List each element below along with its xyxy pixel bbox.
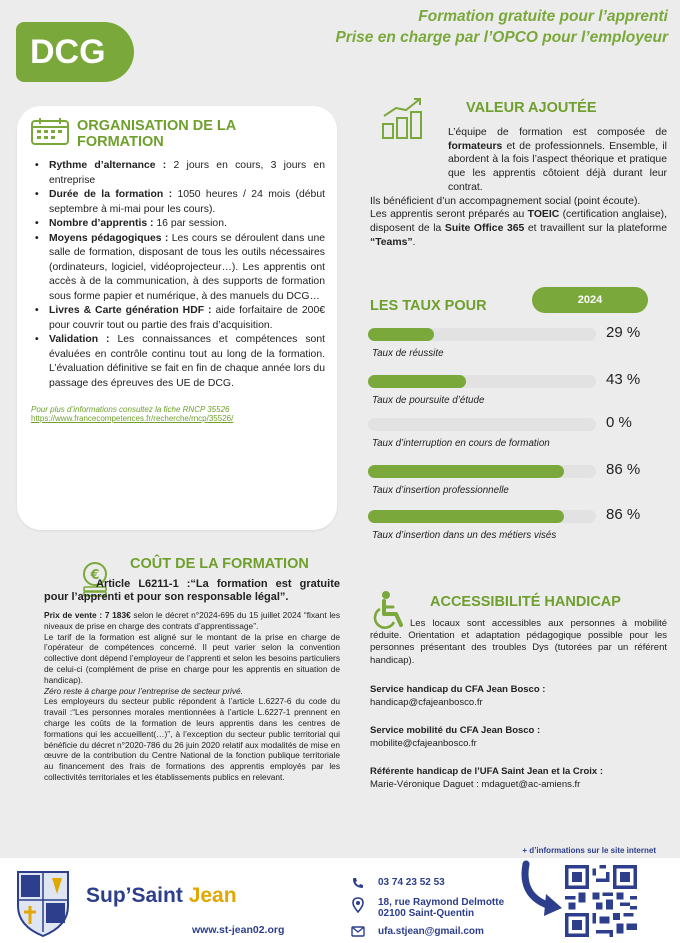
taux-year-badge: 2024 xyxy=(532,287,648,313)
organisation-card xyxy=(17,106,337,530)
contact-handicap: Service handicap du CFA Jean Bosco : handicap@cfajeanbosco.fr xyxy=(370,684,546,708)
address-line-2: 02100 Saint-Quentin xyxy=(378,908,475,919)
stat-label: Taux d’interruption en cours de formation xyxy=(372,438,550,449)
stat-percent: 86 % xyxy=(606,506,641,523)
header-tagline xyxy=(336,6,669,48)
plus-info: + d’informations sur le site internet xyxy=(522,846,656,855)
progress-fill xyxy=(368,375,466,388)
stat-percent: 43 % xyxy=(606,371,641,388)
list-item: • Validation : Les connaissances et compétences sont évaluées en contrôle continu tout au long de la formation. L’évaluation définitive se fait en fin de chaque année lors du passage des épreuves des UE de DCG. xyxy=(29,333,325,391)
contact-phone xyxy=(350,877,445,889)
list-item: • Durée de la formation : 1050 heures / 24 mois (début septembre à mi-mai pour les cours). xyxy=(29,188,325,217)
brand-name: Sup’Saint Jean xyxy=(86,884,237,907)
cout-article: Article L6211-1 :“La formation est gratuite pour l’apprenti et pour son responsable légal”. xyxy=(44,578,340,603)
organisation-list xyxy=(29,159,325,391)
progress-fill xyxy=(368,465,564,478)
program-badge xyxy=(16,22,134,82)
qr-code[interactable] xyxy=(565,865,637,937)
email-referente[interactable]: Marie-Véronique Daguet : mdaguet@ac-amiens.fr xyxy=(370,778,581,790)
organisation-title: ORGANISATION DE LA FORMATION xyxy=(77,117,236,150)
email-icon xyxy=(350,926,366,937)
email-mobilite[interactable]: mobilite@cfajeanbosco.fr xyxy=(370,737,477,749)
contact-mobilite: Service mobilité du CFA Jean Bosco : mobilite@cfajeanbosco.fr xyxy=(370,725,541,749)
valeur-title: VALEUR AJOUTÉE xyxy=(466,100,597,116)
program-badge-text: DCG xyxy=(30,32,106,71)
school-crest-logo xyxy=(12,866,74,943)
stat-label: Taux d’insertion dans un des métiers visés xyxy=(372,530,557,541)
cout-text: Prix de vente : 7 183€ selon le décret n°2024-695 du 15 juillet 2024 “fixant les niveaux de prise en charge des contrats d’apprentissage”. Le tarif de la formation est aligné sur le montant de la prise en charge de l’opérateur de compétences concerné. Il peut varier selon la convention collective dont dépend l’employeur de l’apprenti et selon les besoins particuliers de celui-ci (complément de prise en charge pour les apprentis en situation de handicap). Zéro reste à charge pour l’entreprise de secteur privé. Les employeurs du secteur public répondent à l’article L.6227-6 du code du travail :“Les personnes morales mentionnées à l’article L.6227-1 prennent en charge les coûts de la formation de leurs apprentis dans les centres de formations qui les accueillent(…)”, à l’exception du secteur public territorial qui bénéficie du décret n°2020-786 du 26 juin 2020 relatif aux modalités de mise en œuvre de la contribution du Centre National de la fonction publique territoriale au financement des frais de formations des apprentis employés par les collectivités territoriales et les établissements publics en relevant. xyxy=(44,610,340,782)
accessibilite-title: ACCESSIBILITÉ HANDICAP xyxy=(430,594,621,610)
contact-address xyxy=(350,897,504,919)
curved-arrow-icon xyxy=(518,860,564,925)
address-line-1: 18, rue Raymond Delmotte xyxy=(378,897,505,908)
website-link[interactable]: www.st-jean02.org xyxy=(192,924,285,936)
cout-title: COÛT DE LA FORMATION xyxy=(130,556,309,572)
progress-fill xyxy=(368,510,564,523)
stat-label: Taux de poursuite d’étude xyxy=(372,395,485,406)
stat-percent: 86 % xyxy=(606,461,641,478)
svg-text:€: € xyxy=(90,568,100,583)
list-item: • Rythme d’alternance : 2 jours en cours, 3 jours en entreprise xyxy=(29,159,325,188)
list-item: • Livres & Carte génération HDF : aide forfaitaire de 200€ pour couvrir tout ou partie des frais d’acquisition. xyxy=(29,304,325,333)
calendar-icon xyxy=(29,116,71,151)
list-item: • Moyens pédagogiques : Les cours se déroulent dans une salle de formation, disposant de tous les outils nécessaires (ordinateurs, logiciel, vidéoprojecteur…). Les apprentis ont accès à de la communication, à des supports de formation sous forme papier et numérique, à des manuels du DCG… xyxy=(29,232,325,305)
stat-label: Taux d’insertion professionnelle xyxy=(372,485,509,496)
phone-number[interactable]: 03 74 23 52 53 xyxy=(378,877,445,888)
accessibilite-text: Les locaux sont accessibles aux personnes à mobilité réduite. Orientation et adaptation pédagogique possible pour les personnes présentant des troubles Dys (tutorées par un référent handicap). xyxy=(370,618,667,666)
stat-percent: 0 % xyxy=(606,414,632,431)
contact-referente: Référente handicap de l’UFA Saint Jean et la Croix : Marie-Véronique Daguet : mdaguet@ac-amiens.fr xyxy=(370,766,603,790)
tagline-line-2: Prise en charge par l’OPCO pour l’employeur xyxy=(335,29,668,46)
valeur-text: L’équipe de formation est composée de formateurs et de professionnels. Ensemble, il abordent à la fois l’aspect théorique et pratique que les apprentis côtoient déjà durant leur contrat. Ils bénéficient d’un accompagnement social (point écoute). Les apprentis seront préparés au TOEIC (certification anglaise), disposent de la Suite Office 365 et travaillent sur la plateforme “Teams”. xyxy=(370,127,667,248)
list-item: • Nombre d’apprentis : 16 par session. xyxy=(29,217,325,232)
progress-fill xyxy=(368,328,434,341)
tagline-line-1: Formation gratuite pour l’apprenti xyxy=(418,8,668,25)
stat-percent: 29 % xyxy=(606,324,641,341)
rncp-note: Pour plus d’informations consultez la fiche RNCP 35526 xyxy=(31,405,230,414)
email-handicap[interactable]: handicap@cfajeanbosco.fr xyxy=(370,696,483,708)
location-pin-icon xyxy=(350,897,366,913)
phone-icon xyxy=(350,877,366,889)
email-address[interactable]: ufa.stjean@gmail.com xyxy=(378,926,484,937)
stat-label: Taux de réussite xyxy=(372,348,444,359)
rncp-link[interactable]: https://www.francecompetences.fr/recherche/rncp/35526/ xyxy=(31,414,234,423)
taux-title: LES TAUX POUR xyxy=(370,298,487,314)
contact-email xyxy=(350,926,484,937)
